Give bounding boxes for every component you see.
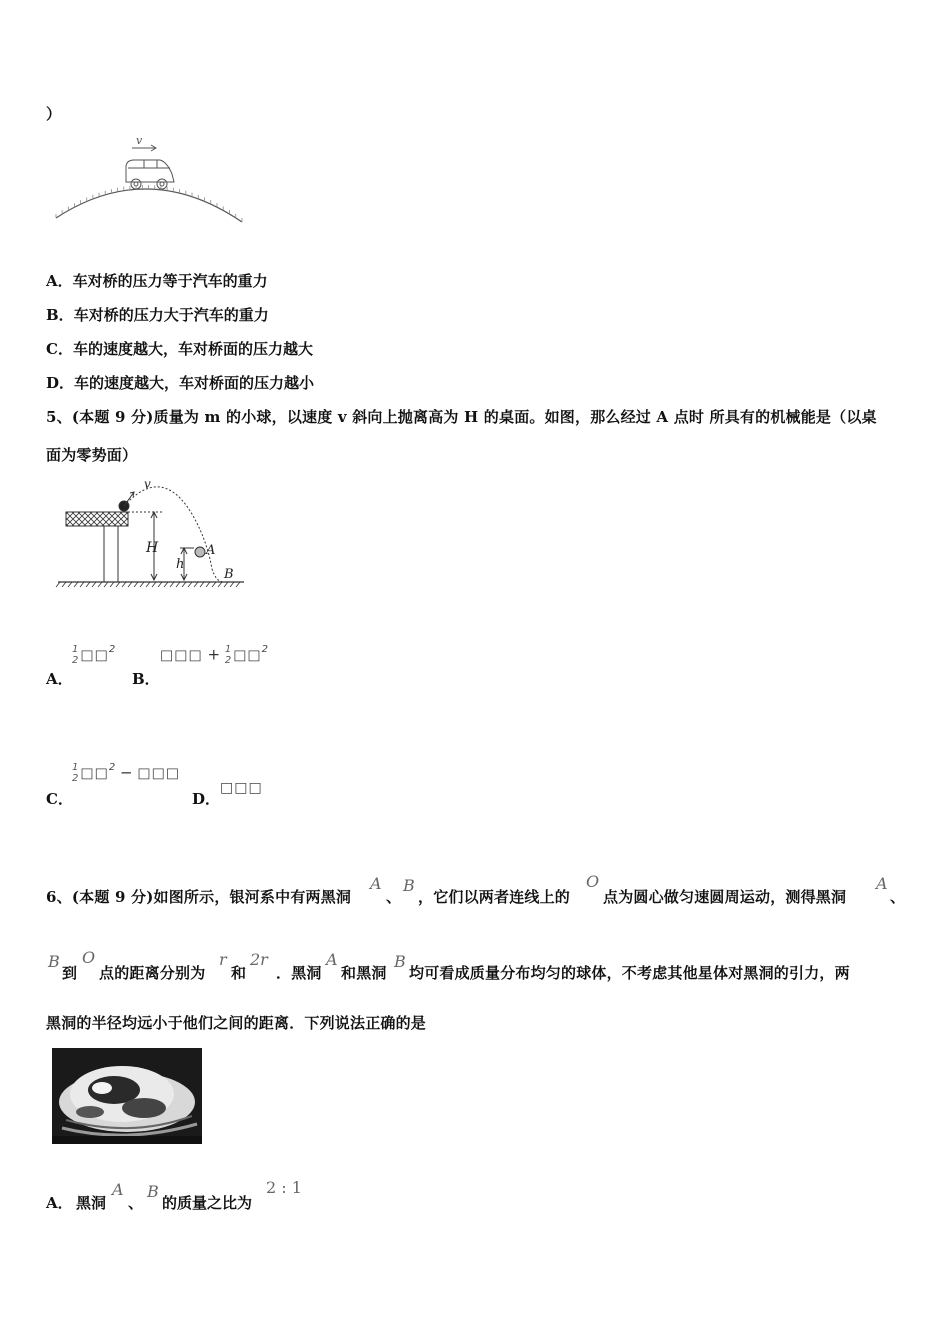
- q6-line2-f: 均可看成质量分布均匀的球体，不考虑其他星体对黑洞的引力，两: [409, 964, 850, 982]
- q5-option-d-formula: □□□: [220, 780, 263, 796]
- point-a-ball: [195, 547, 205, 557]
- q5-option-a-formula: 1 2 □□$^2$: [72, 644, 116, 666]
- velocity-label: v: [136, 134, 143, 147]
- q6-line2-d: ．黑洞: [276, 964, 322, 982]
- ground-hatch-mark: [74, 582, 78, 587]
- q5-option-c-letter: C．: [46, 790, 73, 808]
- q6-sym-A-1: A: [370, 874, 382, 893]
- q6-sym-O-1: O: [586, 872, 600, 891]
- q6-sep-1: 、: [386, 888, 402, 906]
- ground-hatch-mark: [86, 582, 90, 587]
- ground-hatch-mark: [146, 582, 150, 587]
- ground-hatch-mark: [182, 582, 186, 587]
- q6-option-a-text-2: 的质量之比为: [162, 1194, 253, 1212]
- label-H: H: [146, 540, 159, 556]
- q6-option-a-letter: A．: [46, 1194, 73, 1212]
- ground-hatch-mark: [122, 582, 126, 587]
- q5-option-d-letter: D．: [192, 790, 221, 808]
- ground-hatch-mark: [98, 582, 102, 587]
- ground-hatch-mark: [206, 582, 210, 587]
- q6-line2-e: 和黑洞: [341, 964, 387, 982]
- ground-hatch-mark: [158, 582, 162, 587]
- table-leg: [104, 526, 118, 582]
- ground-hatch-mark: [110, 582, 114, 587]
- q6-sym-B-3: B: [394, 952, 406, 971]
- q6-sym-r: r: [219, 950, 227, 969]
- q6-line1-b: ，它们以两者连线上的: [418, 888, 571, 906]
- ground-hatch-mark: [104, 582, 108, 587]
- top-paren: ）: [46, 105, 62, 123]
- label-h: h: [176, 557, 185, 572]
- ground-hatch-mark: [176, 582, 180, 587]
- q4-option-d: D．车的速度越大，车对桥面的压力越小: [46, 374, 315, 392]
- table-top: [66, 512, 128, 526]
- q4-option-b: B．车对桥的压力大于汽车的重力: [46, 306, 269, 324]
- ground-hatch-mark: [236, 582, 240, 587]
- q6-sym-O-2: O: [82, 948, 96, 967]
- ground-hatch-mark: [80, 582, 84, 587]
- q6-line3: 黑洞的半径均远小于他们之间的距离．下列说法正确的是: [46, 1014, 427, 1032]
- q6-line1-c: 点为圆心做匀速圆周运动，测得黑洞: [603, 888, 847, 906]
- q5-option-c-formula: 1 2 □□$^2$ − □□□: [72, 762, 181, 784]
- ground-hatch-mark: [92, 582, 96, 587]
- label-B: B: [224, 567, 234, 582]
- label-v: v: [144, 477, 151, 491]
- car-on-bridge-figure: [52, 130, 247, 230]
- q6-sep-2: 、: [890, 888, 906, 906]
- q6-line2-c: 和: [231, 964, 247, 982]
- ground-hatch-mark: [164, 582, 168, 587]
- black-hole-image: [52, 1048, 202, 1144]
- ground-hatch-mark: [116, 582, 120, 587]
- projectile-figure: [52, 474, 252, 594]
- label-A: A: [206, 543, 216, 558]
- ground-hatch-mark: [140, 582, 144, 587]
- q5-stem-line2: 面为零势面）: [46, 446, 138, 464]
- ground-hatch-mark: [128, 582, 132, 587]
- q4-option-c: C．车的速度越大，车对桥面的压力越大: [46, 340, 313, 358]
- ground-hatch-mark: [230, 582, 234, 587]
- ground-hatch-mark: [56, 582, 60, 587]
- q6-option-a-sym-B: B: [147, 1182, 159, 1201]
- q5-option-a-letter: A．: [46, 670, 73, 688]
- ground-hatch-mark: [68, 582, 72, 587]
- q6-sym-2r: 2r: [250, 950, 268, 969]
- ground-hatch-mark: [194, 582, 198, 587]
- ground-hatch-mark: [188, 582, 192, 587]
- q6-line2-b: 点的距离分别为: [99, 964, 206, 982]
- ground-hatch-mark: [152, 582, 156, 587]
- ground-hatch-mark: [62, 582, 66, 587]
- ground-hatch-mark: [212, 582, 216, 587]
- ground-hatch-mark: [200, 582, 204, 587]
- ground-hatch-mark: [218, 582, 222, 587]
- ground-hatch-mark: [170, 582, 174, 587]
- q6-option-a-text-1: 黑洞: [76, 1194, 107, 1212]
- q5-option-b-formula: □□□ + 1 2 □□$^2$: [160, 644, 269, 666]
- q6-option-a-ratio: 2 : 1: [266, 1178, 302, 1197]
- q6-sym-A-2: A: [876, 874, 888, 893]
- ground-hatch-mark: [134, 582, 138, 587]
- q5-option-b-letter: B．: [132, 670, 160, 688]
- q6-sym-A-3: A: [326, 950, 338, 969]
- q6-line1-a: 6、(本题 9 分)如图所示，银河系中有两黑洞: [46, 888, 352, 906]
- q5-stem-line1: 5、(本题 9 分)质量为 m 的小球，以速度 v 斜向上抛离高为 H 的桌面。如图，那么经过 A 点时 所具有的机械能是（以桌: [46, 408, 877, 426]
- q6-option-a-sym-A: A: [112, 1180, 124, 1199]
- q6-line2-a: 到: [62, 964, 78, 982]
- q6-sym-B-1: B: [403, 876, 415, 895]
- ground-hatch-mark: [224, 582, 228, 587]
- q6-option-a-sep: 、: [128, 1194, 144, 1212]
- q4-option-a: A．车对桥的压力等于汽车的重力: [46, 272, 268, 290]
- q6-sym-B-2: B: [48, 952, 60, 971]
